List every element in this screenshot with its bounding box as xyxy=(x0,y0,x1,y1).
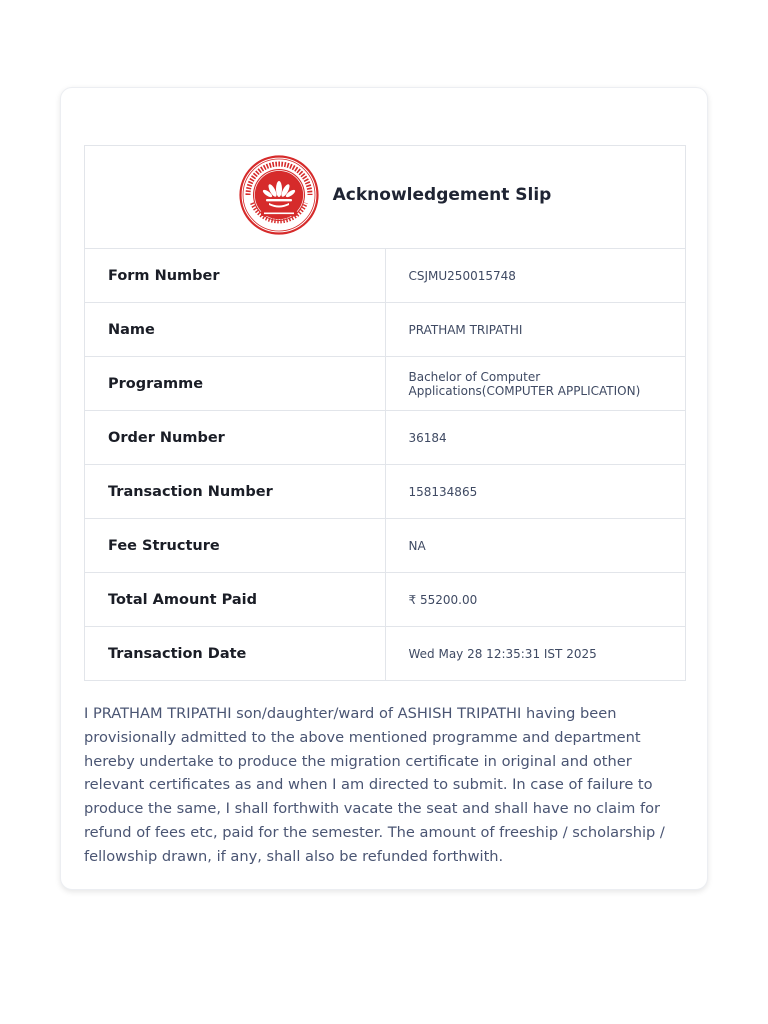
table-row-total-amount xyxy=(85,573,686,627)
table-row-order-number xyxy=(85,411,686,465)
declaration-text: I PRATHAM TRIPATHI son/daughter/ward of ASHISH TRIPATHI having been provisionally admitted to the above mentioned programme and department hereby undertake to produce the migration certificate in original and other relevant certificates as and when I am directed to submit. In case of failure to produce the same, I shall forthwith vacate the seat and shall have no claim for refund of fees etc, paid for the semester. The amount of freeship / scholarship / fellowship drawn, if any, shall also be refunded forthwith. xyxy=(84,705,665,865)
table-row-fee-structure xyxy=(85,519,686,573)
slip-title: Acknowledgement Slip xyxy=(332,185,552,205)
row-value: 158134865 xyxy=(385,465,686,519)
row-label: Form Number xyxy=(85,249,386,303)
table-row-form-number xyxy=(85,249,686,303)
row-label: Programme xyxy=(85,357,386,411)
table-row-transaction-number xyxy=(85,465,686,519)
slip-header-row xyxy=(85,146,686,249)
slip-header xyxy=(85,146,686,249)
acknowledgement-table xyxy=(84,145,686,681)
table-row-programme xyxy=(85,357,686,411)
row-value: Bachelor of Computer Applications(COMPUTER APPLICATION) xyxy=(385,357,686,411)
row-label: Total Amount Paid xyxy=(85,573,386,627)
row-value: 36184 xyxy=(385,411,686,465)
slip-header-content xyxy=(239,155,552,235)
row-value: ₹ 55200.00 xyxy=(385,573,686,627)
row-label: Transaction Number xyxy=(85,465,386,519)
row-value: CSJMU250015748 xyxy=(385,249,686,303)
row-label: Transaction Date xyxy=(85,627,386,681)
row-value: Wed May 28 12:35:31 IST 2025 xyxy=(385,627,686,681)
row-value: PRATHAM TRIPATHI xyxy=(385,303,686,357)
row-label: Name xyxy=(85,303,386,357)
row-value: NA xyxy=(385,519,686,573)
university-seal-icon xyxy=(239,155,319,235)
row-label: Fee Structure xyxy=(85,519,386,573)
table-row-name xyxy=(85,303,686,357)
acknowledgement-card xyxy=(60,87,708,890)
table-row-transaction-date xyxy=(85,627,686,681)
row-label: Order Number xyxy=(85,411,386,465)
